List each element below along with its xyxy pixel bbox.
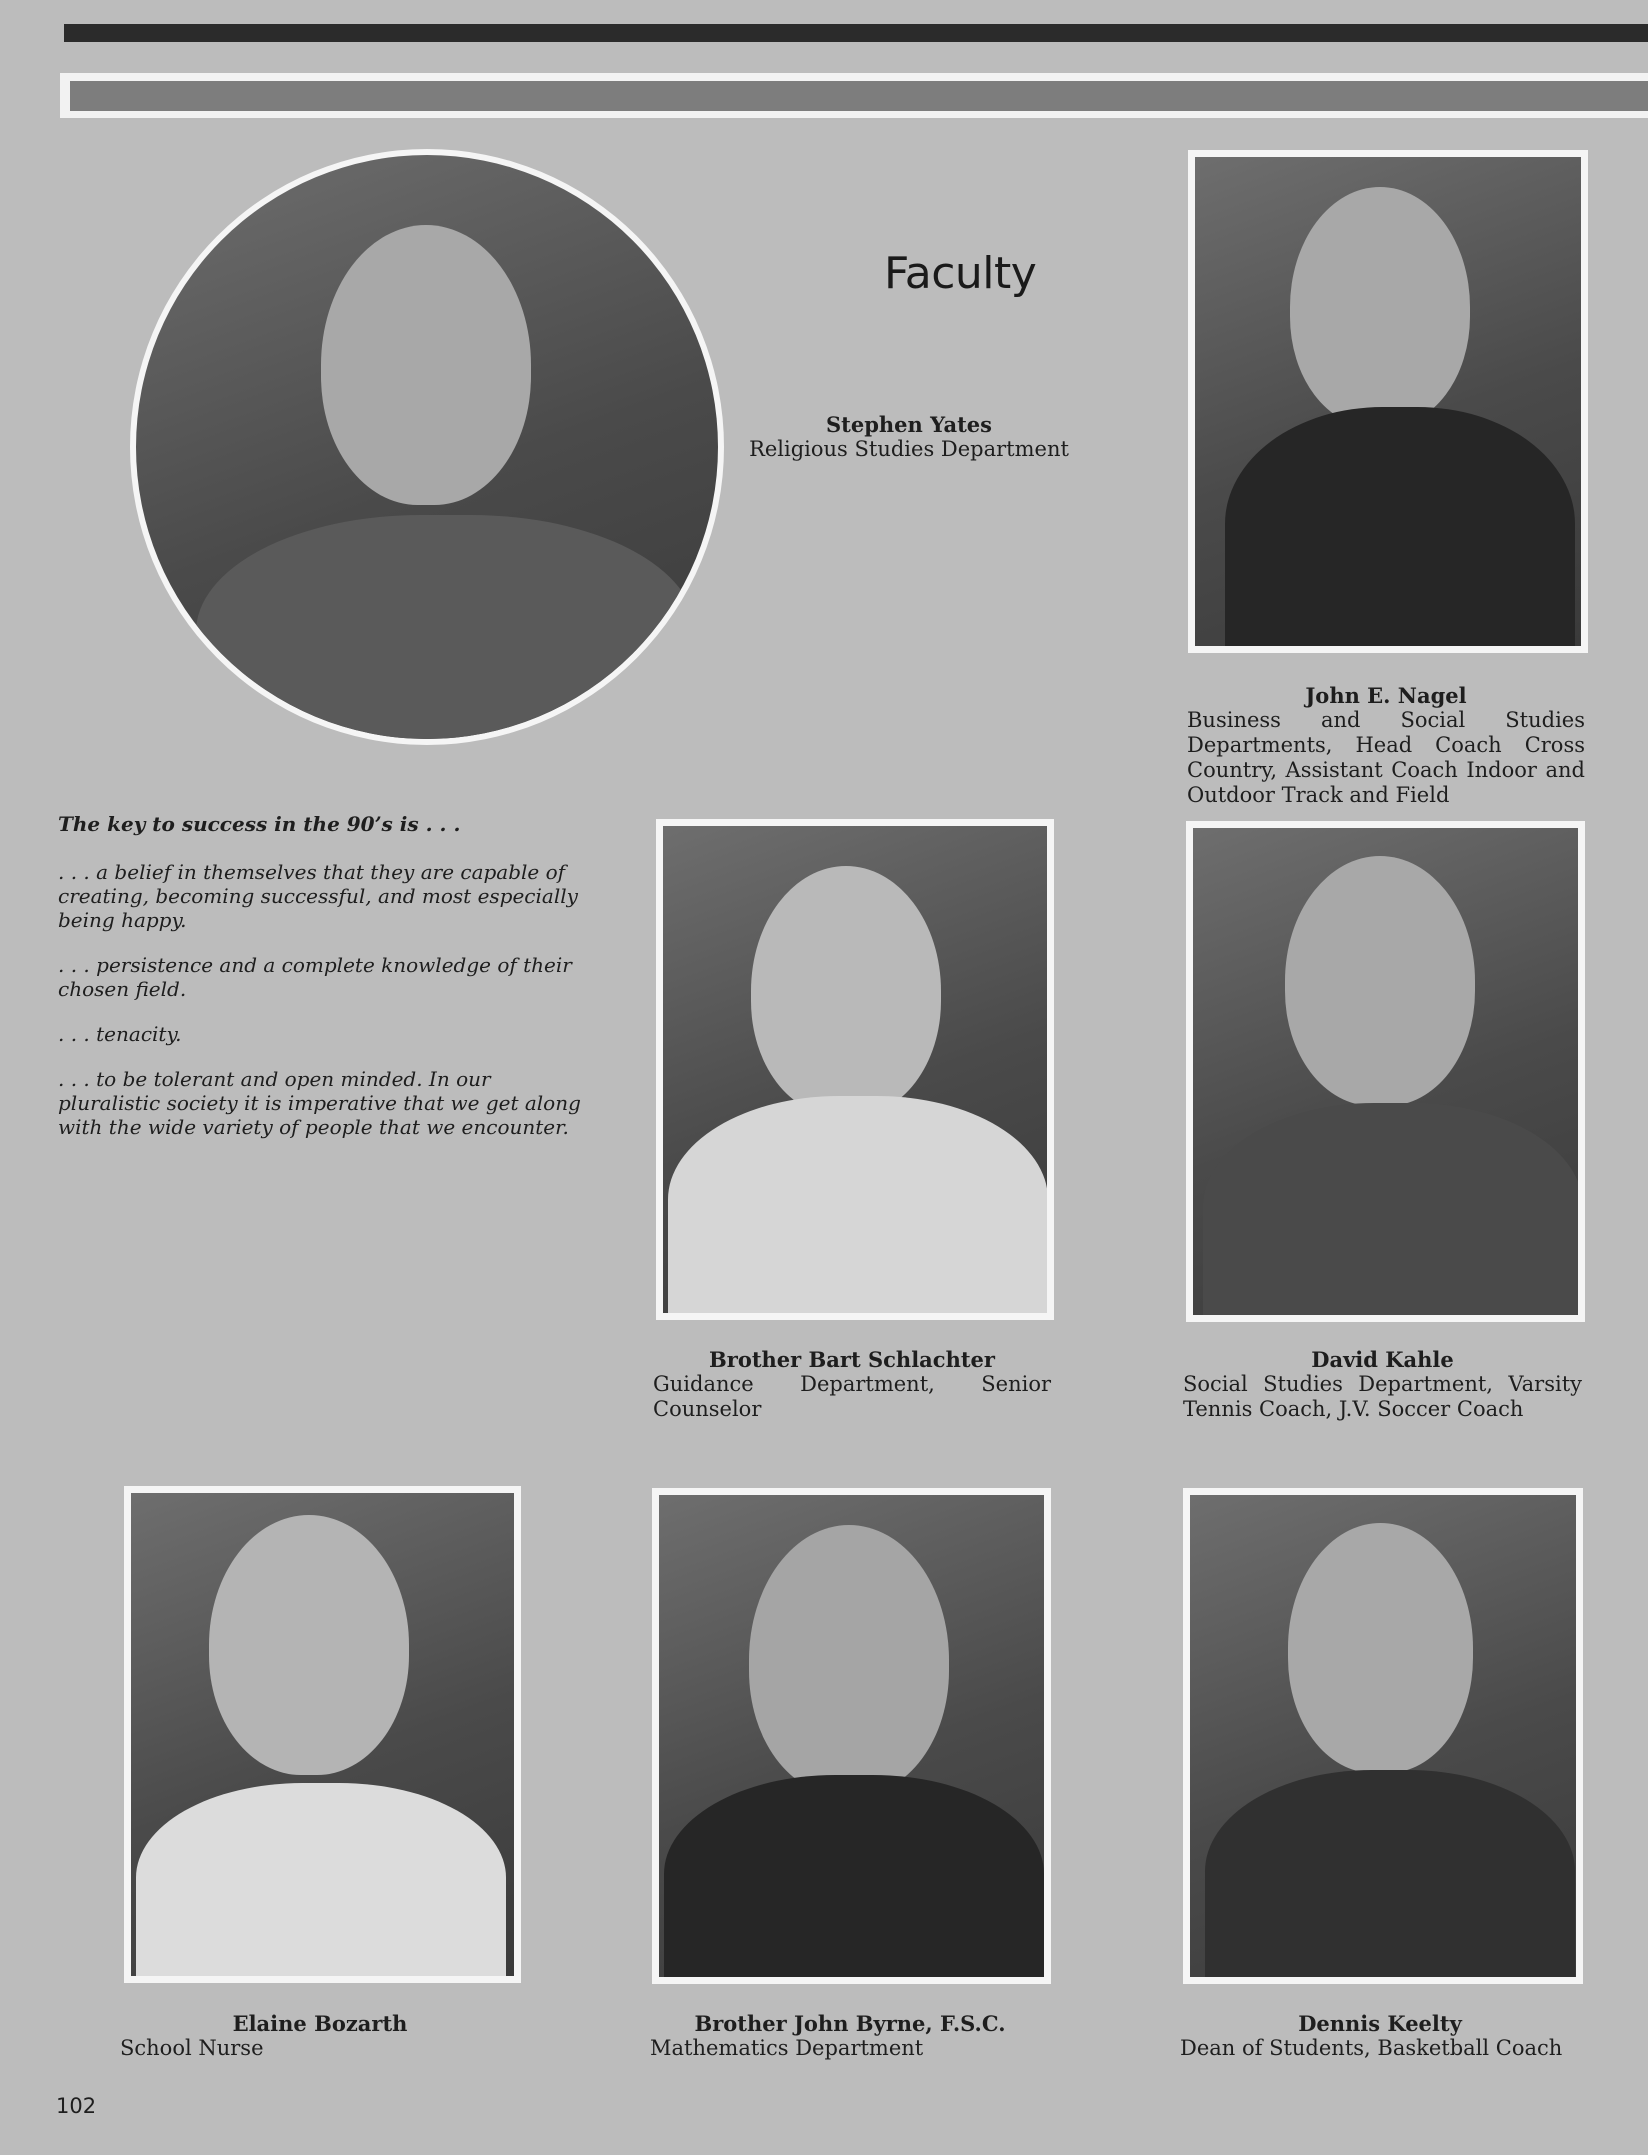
faculty-name: John E. Nagel [1305, 683, 1467, 708]
faculty-name: Brother Bart Schlachter [709, 1347, 995, 1372]
portrait-john-nagel [1188, 150, 1588, 653]
quote-paragraph: . . . persistence and a complete knowledge of their chosen field. [58, 953, 572, 1001]
quote-lead: The key to success in the 90’s is . . . [58, 812, 461, 836]
faculty-role: School Nurse [120, 2036, 264, 2060]
caption-david-kahle [1183, 1347, 1582, 1422]
page-number: 102 [56, 2094, 97, 2118]
portrait-david-kahle [1186, 821, 1585, 1322]
caption-elaine-bozarth [120, 2011, 520, 2061]
caption-dennis-keelty [1180, 2011, 1580, 2061]
quote-block [58, 812, 593, 1160]
faculty-role: Religious Studies Department [749, 437, 1069, 461]
faculty-name: Elaine Bozarth [232, 2011, 408, 2036]
page-title: Faculty [884, 248, 1037, 299]
faculty-role: Mathematics Department [650, 2036, 924, 2060]
portrait-elaine-bozarth [124, 1486, 521, 1983]
faculty-name: Dennis Keelty [1298, 2011, 1462, 2036]
quote-paragraph: . . . to be tolerant and open minded. In our pluralistic society it is imperative that we get along with the wide variety of people that we encounter. [58, 1067, 581, 1139]
caption-john-nagel [1187, 683, 1585, 808]
quote-paragraph: . . . tenacity. [58, 1022, 182, 1046]
portrait-bart-schlachter [656, 819, 1054, 1320]
faculty-name: Brother John Byrne, F.S.C. [694, 2011, 1006, 2036]
portrait-stephen-yates [130, 149, 724, 745]
faculty-role: Social Studies Department, Varsity Tennis Coach, J.V. Soccer Coach [1183, 1372, 1582, 1421]
caption-bart-schlachter [653, 1347, 1051, 1422]
faculty-role: Business and Social Studies Departments, Head Coach Cross Country, Assistant Coach Indoor and Outdoor Track and Field [1187, 708, 1585, 807]
faculty-name: Stephen Yates [826, 412, 992, 437]
faculty-name: David Kahle [1311, 1347, 1454, 1372]
faculty-role: Dean of Students, Basketball Coach [1180, 2036, 1563, 2060]
caption-john-byrne [650, 2011, 1050, 2061]
faculty-role: Guidance Department, Senior Counselor [653, 1372, 1051, 1421]
portrait-john-byrne [652, 1488, 1051, 1984]
portrait-dennis-keelty [1183, 1488, 1583, 1984]
header-rule-dark [64, 24, 1648, 42]
header-rule-gray [70, 81, 1648, 111]
quote-paragraph: . . . a belief in themselves that they are capable of creating, becoming successful, and most especially being happy. [58, 860, 578, 932]
caption-stephen-yates [748, 412, 1070, 462]
